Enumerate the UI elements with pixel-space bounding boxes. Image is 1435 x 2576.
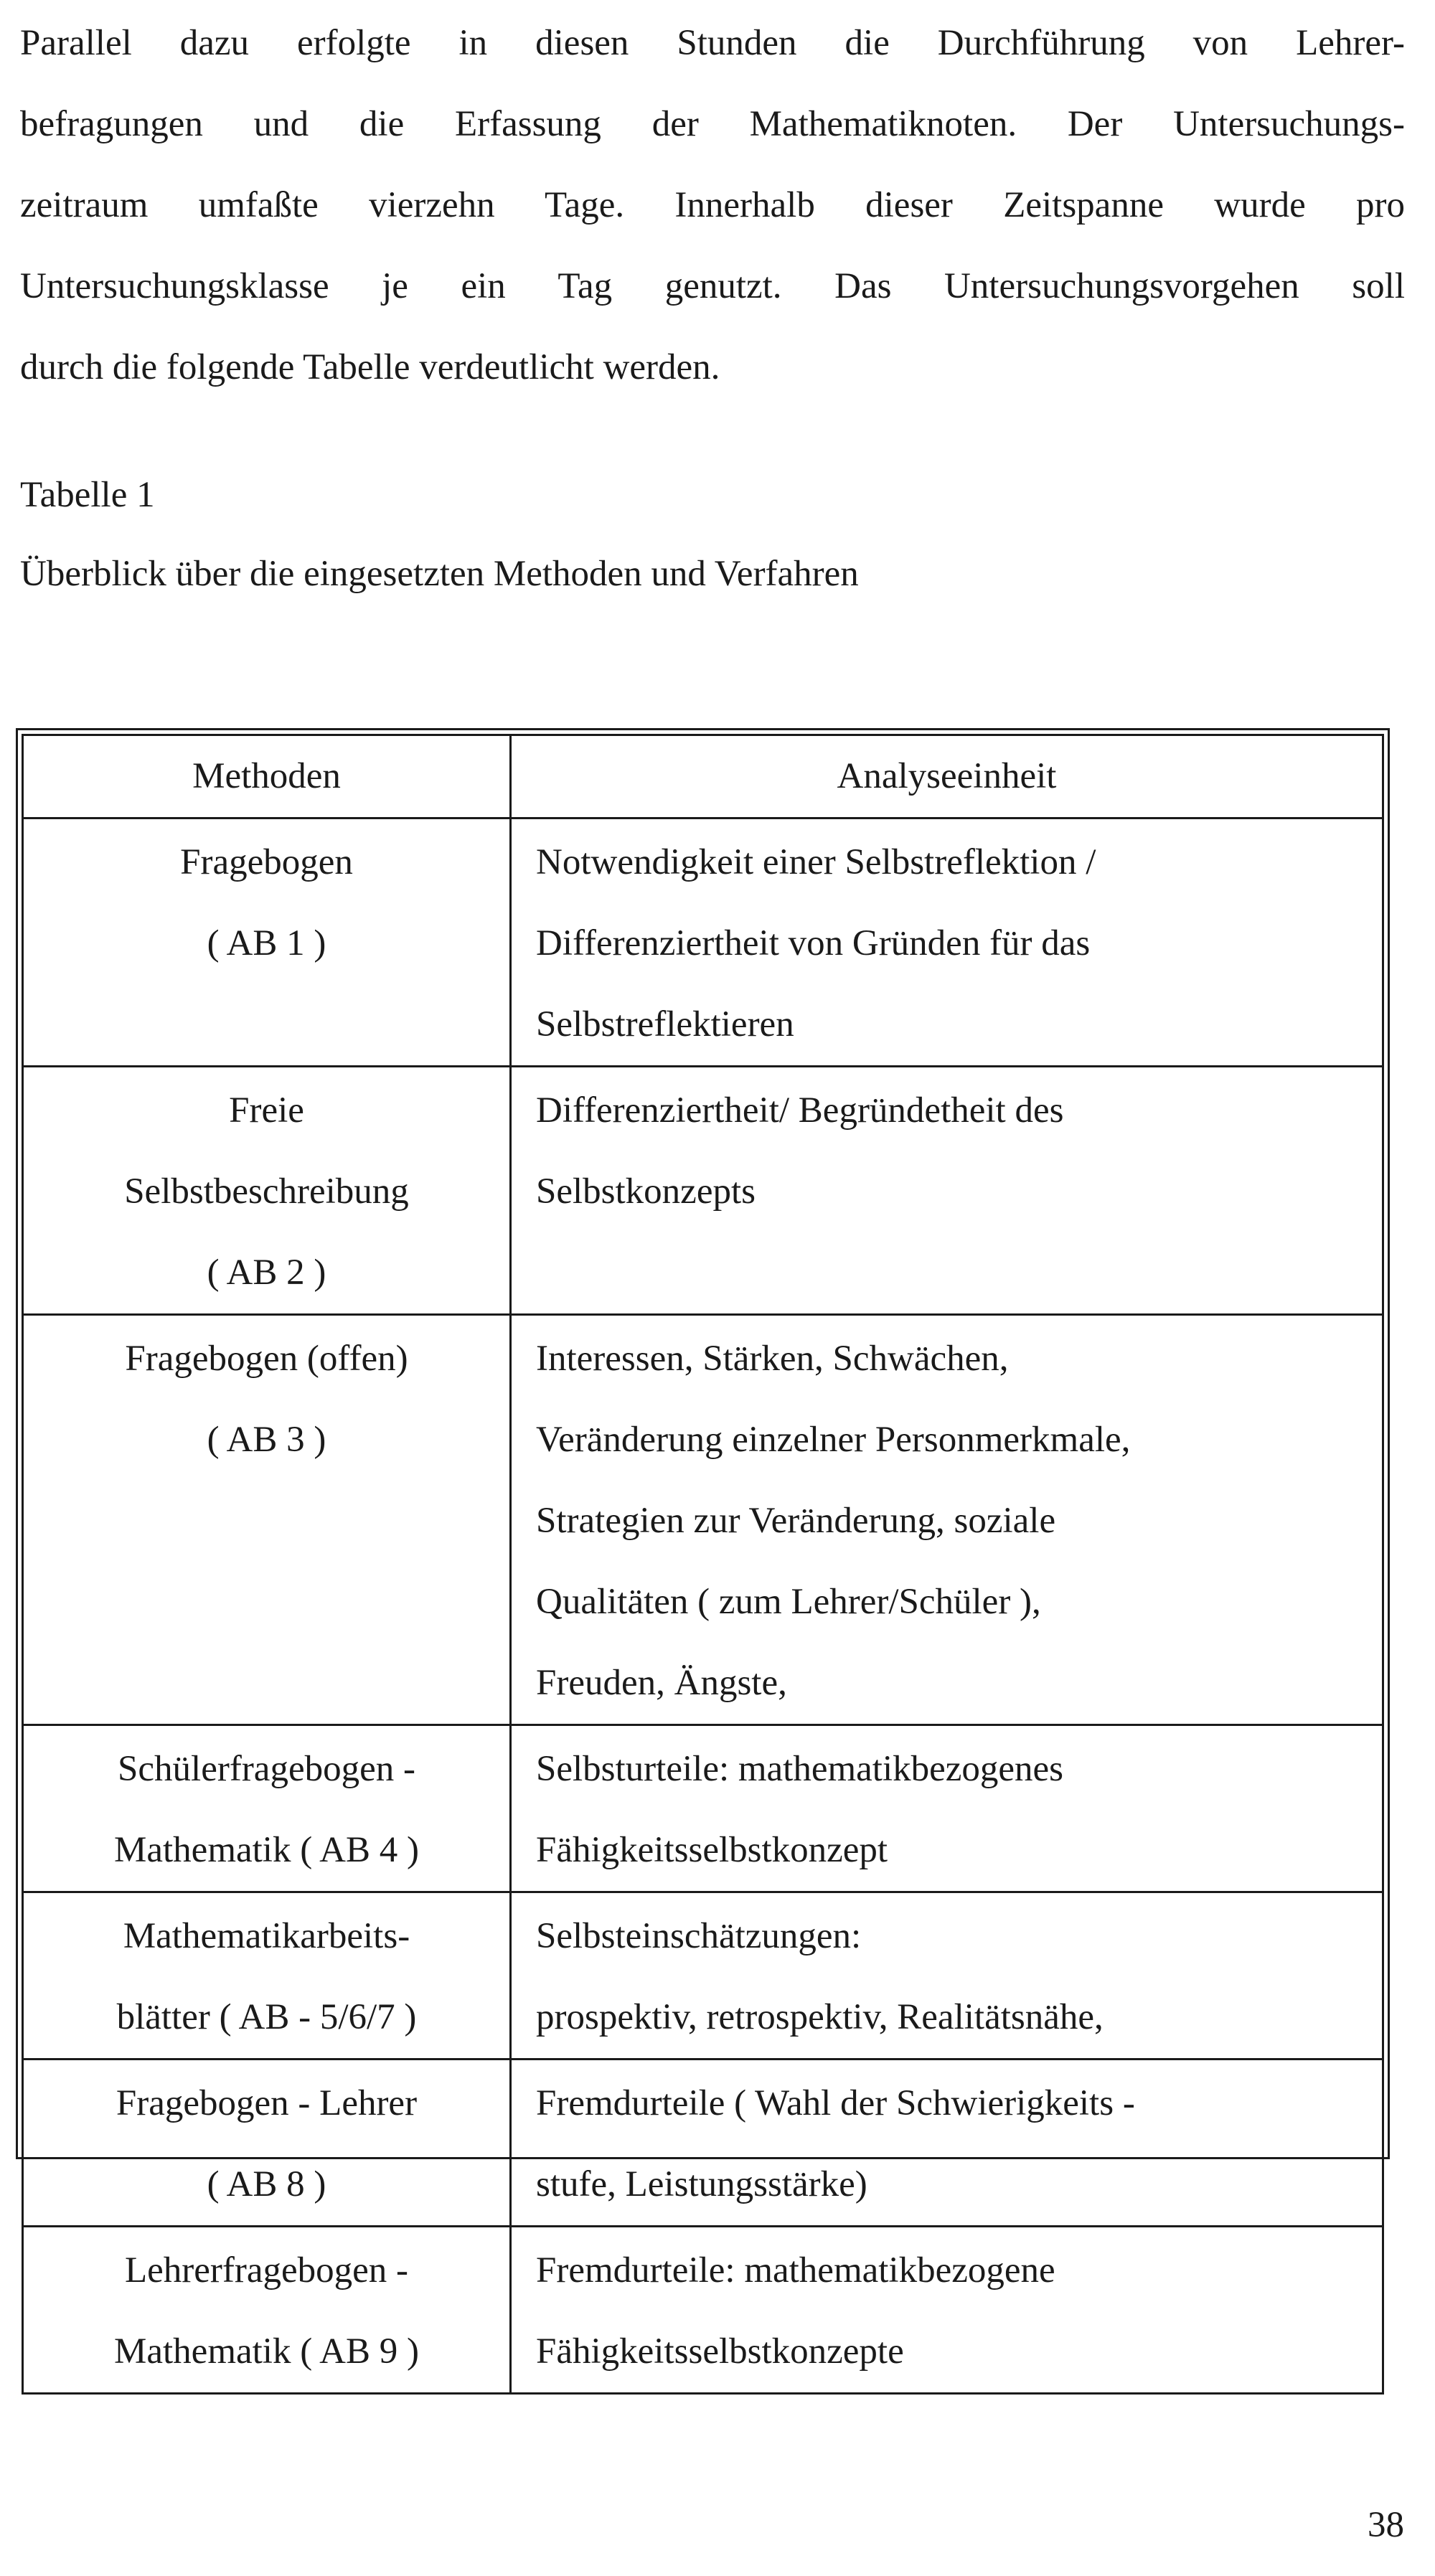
intro-line: zeitraum umfaßte vierzehn Tage. Innerhalb dieser Zeitspanne wurde pro <box>20 185 1405 225</box>
method-line: Selbstbeschreibung <box>124 1171 409 1212</box>
analysis-cell <box>511 2060 1383 2227</box>
method-cell <box>23 2227 511 2394</box>
method-line: ( AB 8 ) <box>207 2164 326 2204</box>
analysis-cell <box>511 1725 1383 1892</box>
method-line: Lehrerfragebogen - <box>124 2250 408 2290</box>
column-header-analysis: Analyseeinheit <box>511 735 1383 818</box>
analysis-line: Fähigkeitsselbstkonzept <box>536 1830 888 1870</box>
method-line: ( AB 2 ) <box>207 1252 326 1293</box>
method-line: Fragebogen - Lehrer <box>116 2083 418 2123</box>
analysis-line: Selbstreflektieren <box>536 1004 794 1044</box>
method-line: blätter ( AB - 5/6/7 ) <box>116 1997 417 2037</box>
analysis-line: prospektiv, retrospektiv, Realitätsnähe, <box>536 1997 1104 2037</box>
analysis-line: Selbsturteile: mathematikbezogenes <box>536 1749 1064 1789</box>
method-line: Schülerfragebogen - <box>118 1749 415 1789</box>
analysis-line: Fremdurteile: mathematikbezogene <box>536 2250 1055 2290</box>
analysis-cell <box>511 2227 1383 2394</box>
method-line: Fragebogen <box>180 842 353 882</box>
analysis-cell <box>511 818 1383 1067</box>
analysis-line: Interessen, Stärken, Schwächen, <box>536 1339 1009 1379</box>
table-row <box>23 818 1383 1067</box>
analysis-line: stufe, Leistungsstärke) <box>536 2164 867 2204</box>
analysis-line: Differenziertheit/ Begründetheit des <box>536 1090 1064 1131</box>
analysis-line: Selbsteinschätzungen: <box>536 1916 862 1956</box>
analysis-line: Strategien zur Veränderung, soziale <box>536 1501 1056 1541</box>
table-row <box>23 2227 1383 2394</box>
table-label: Tabelle 1 <box>20 475 155 515</box>
table-row <box>23 1315 1383 1725</box>
methods-table <box>22 734 1384 2395</box>
analysis-cell <box>511 1067 1383 1315</box>
analysis-line: Veränderung einzelner Personmerkmale, <box>536 1420 1131 1460</box>
analysis-line: Differenziertheit von Gründen für das <box>536 923 1091 963</box>
analysis-line: Notwendigkeit einer Selbstreflektion / <box>536 842 1096 882</box>
analysis-cell <box>511 1315 1383 1725</box>
method-cell <box>23 1315 511 1725</box>
column-header-methods: Methoden <box>23 735 511 818</box>
method-cell <box>23 1892 511 2060</box>
analysis-line: Fähigkeitsselbstkonzepte <box>536 2331 904 2372</box>
method-line: Mathematikarbeits- <box>123 1916 410 1956</box>
methods-table-frame <box>16 728 1390 2372</box>
table-row <box>23 1725 1383 1892</box>
analysis-line: Freuden, Ängste, <box>536 1663 787 1703</box>
table-header-row <box>23 735 1383 818</box>
analysis-line: Fremdurteile ( Wahl der Schwierigkeits - <box>536 2083 1135 2123</box>
intro-line: befragungen und die Erfassung der Mathematiknoten. Der Untersuchungs- <box>20 104 1405 144</box>
analysis-line: Selbstkonzepts <box>536 1171 756 1212</box>
table-row <box>23 1892 1383 2060</box>
method-cell <box>23 1725 511 1892</box>
method-cell <box>23 1067 511 1315</box>
method-cell <box>23 818 511 1067</box>
analysis-line: Qualitäten ( zum Lehrer/Schüler ), <box>536 1582 1041 1622</box>
table-row <box>23 1067 1383 1315</box>
page-number: 38 <box>1368 2505 1404 2545</box>
table-row <box>23 2060 1383 2227</box>
intro-line: durch die folgende Tabelle verdeutlicht werden. <box>20 347 720 387</box>
intro-line: Untersuchungsklasse je ein Tag genutzt. Das Untersuchungsvorgehen soll <box>20 266 1405 306</box>
table-caption: Überblick über die eingesetzten Methoden und Verfahren <box>20 554 859 594</box>
method-cell <box>23 2060 511 2227</box>
intro-line: Parallel dazu erfolgte in diesen Stunden die Durchführung von Lehrer- <box>20 23 1405 63</box>
method-line: ( AB 1 ) <box>207 923 326 963</box>
method-line: ( AB 3 ) <box>207 1420 326 1460</box>
method-line: Freie <box>229 1090 304 1131</box>
method-line: Fragebogen (offen) <box>125 1339 408 1379</box>
analysis-cell <box>511 1892 1383 2060</box>
method-line: Mathematik ( AB 4 ) <box>114 1830 419 1870</box>
intro-paragraph <box>20 3 1405 408</box>
method-line: Mathematik ( AB 9 ) <box>114 2331 419 2372</box>
